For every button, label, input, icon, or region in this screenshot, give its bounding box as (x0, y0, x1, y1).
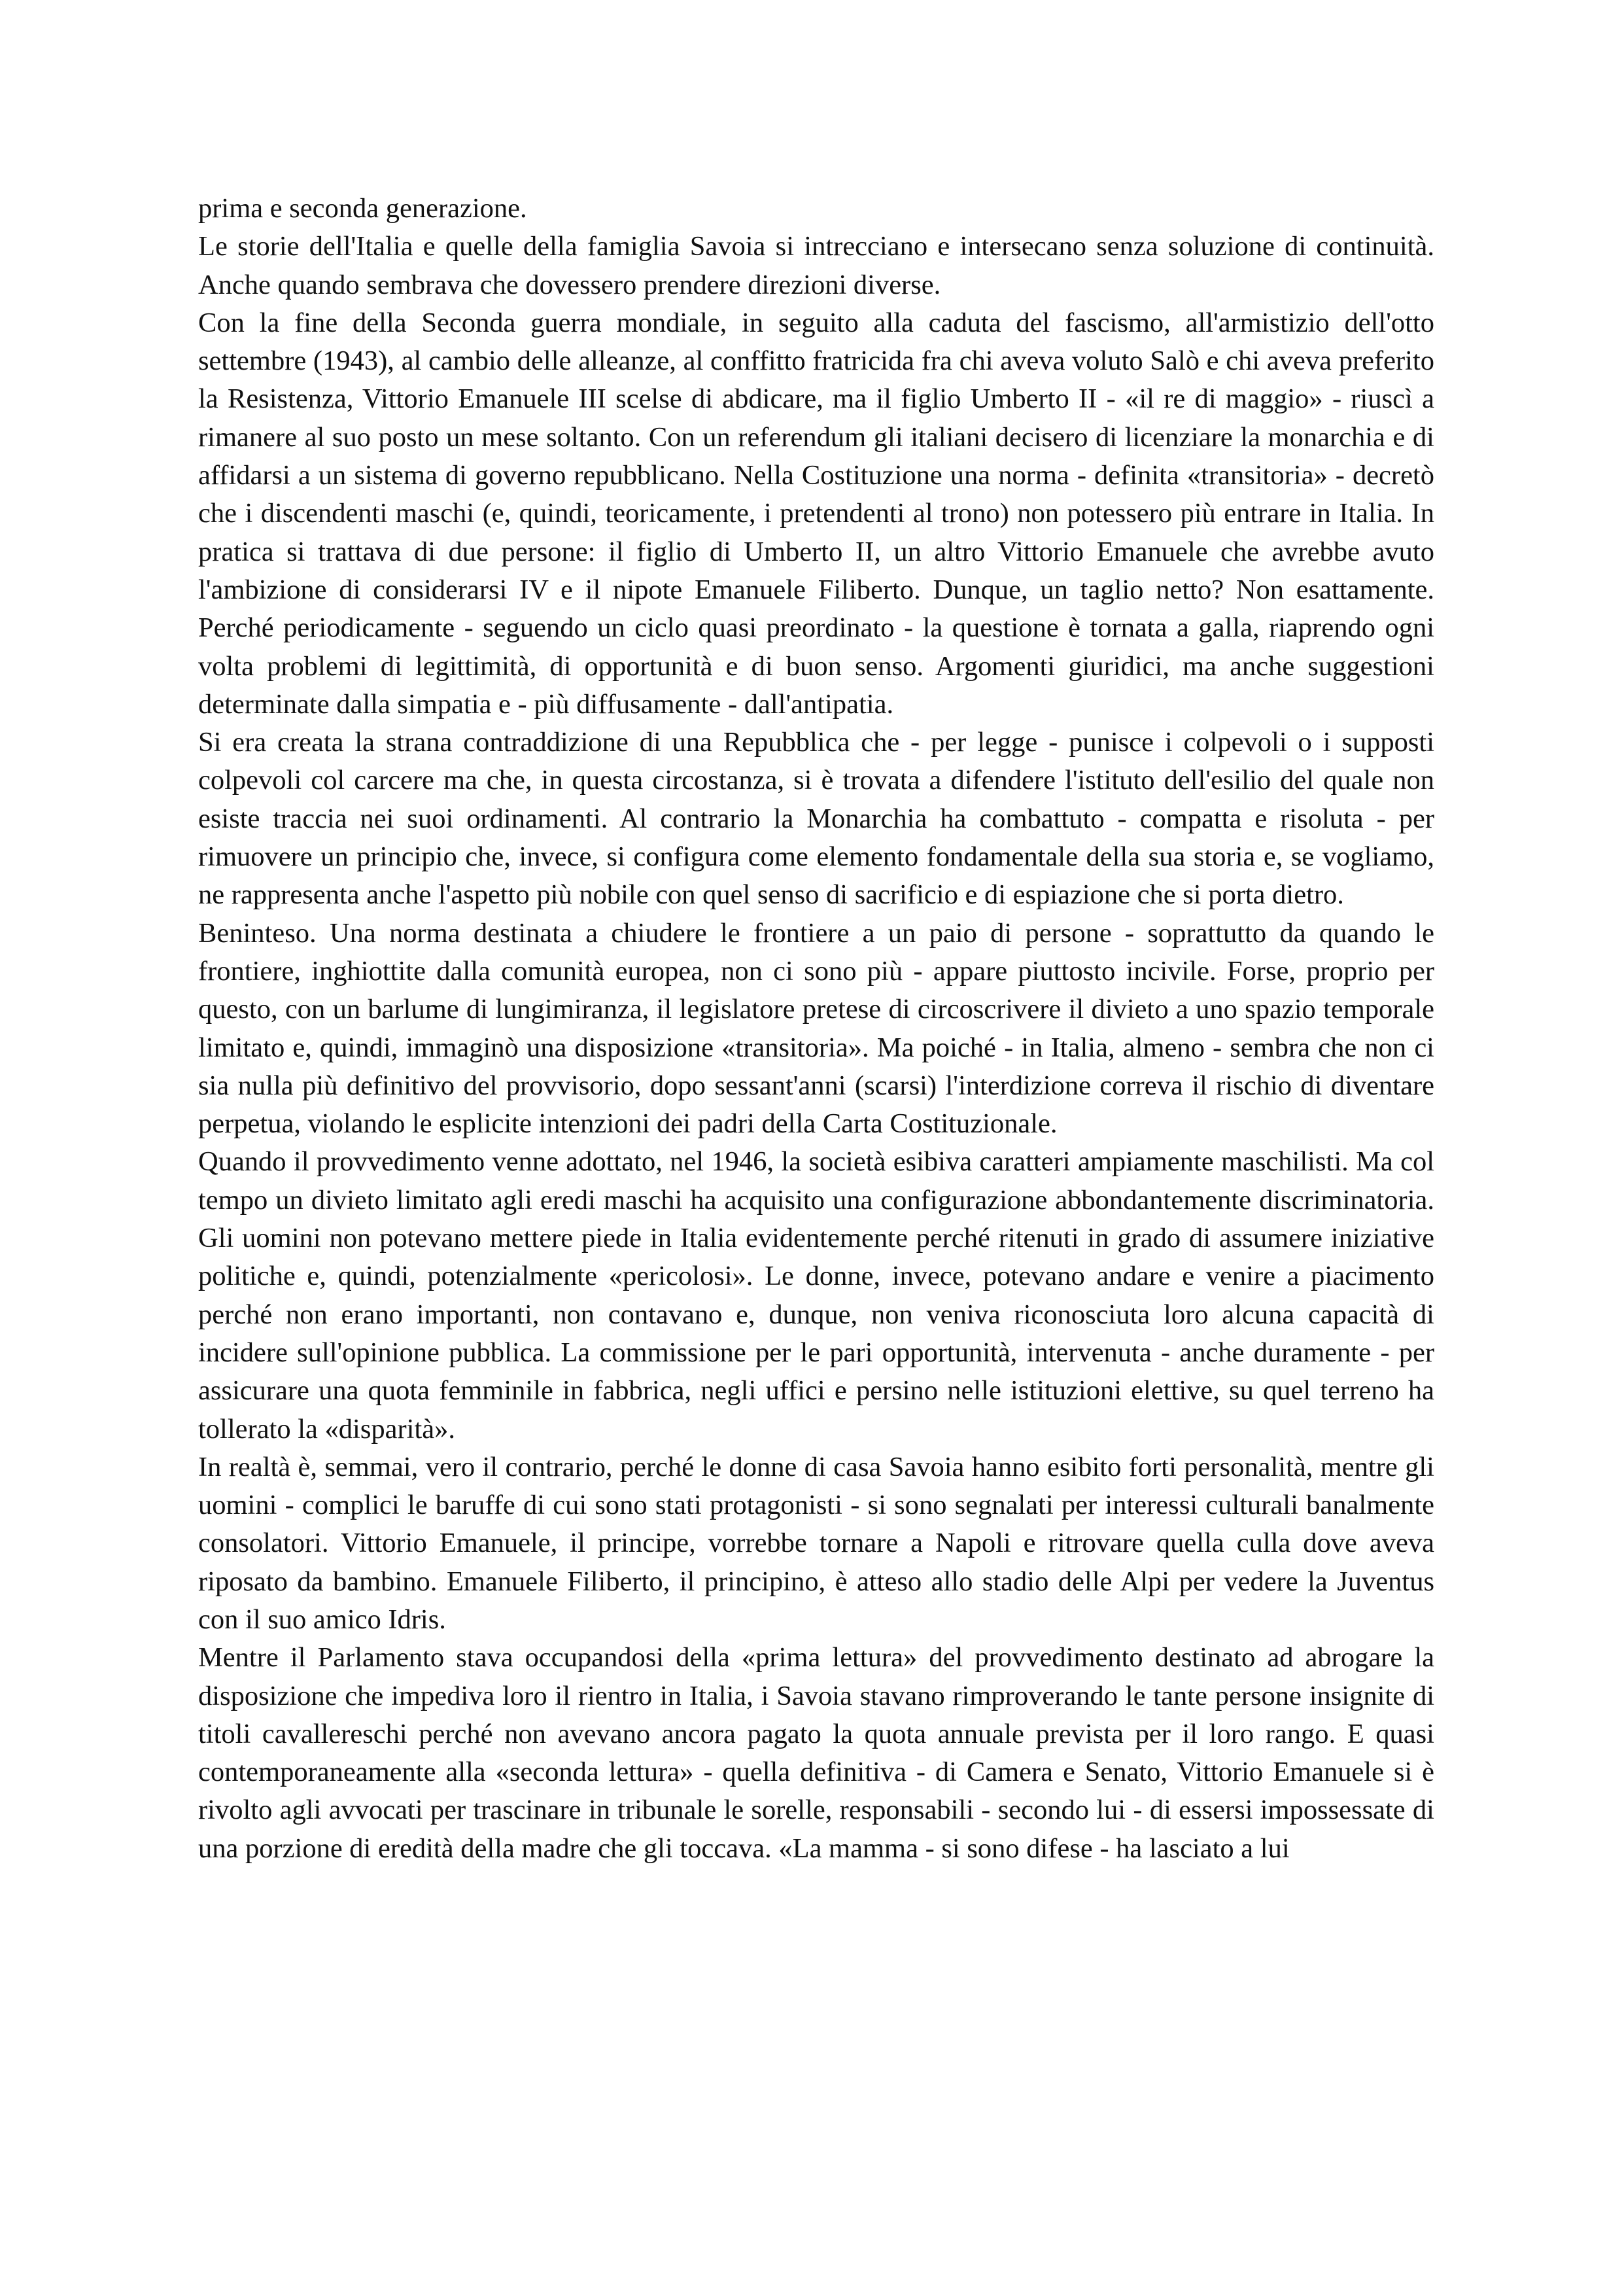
paragraph: Mentre il Parlamento stava occupandosi della «prima lettura» del provvedimento destinato ad abrogare la disposizione che impediva loro il rientro in Italia, i Savoia stavano rimproverando le tante persone insignite di titoli cavallereschi perché non avevano ancora pagato la quota annuale prevista per il loro rango. E quasi contemporaneamente alla «seconda lettura» - quella definitiva - di Camera e Senato, Vittorio Emanuele si è rivolto agli avvocati per trascinare in tribunale le sorelle, responsabili - secondo lui - di essersi impossessate di una porzione di eredità della madre che gli toccava. «La mamma - si sono difese - ha lasciato a lui (198, 1642, 1434, 1864)
paragraph: Si era creata la strana contraddizione di una Repubblica che - per legge - punisce i colpevoli o i supposti colpevoli col carcere ma che, in questa circostanza, si è trovata a difendere l'istituto dell'esilio del quale non esiste traccia nei suoi ordinamenti. Al contrario la Monarchia ha combattuto - compatta e risoluta - per rimuovere un principio che, invece, si configura come elemento fondamentale della sua storia e, se vogliamo, ne rappresenta anche l'aspetto più nobile con quel senso di sacrificio e di espiazione che si porta dietro. (198, 727, 1434, 911)
paragraph: Le storie dell'Italia e quelle della famiglia Savoia si intrecciano e intersecano senza soluzione di continuità. Anche quando sembrava che dovessero prendere direzioni diverse. (198, 231, 1434, 300)
document-page (198, 190, 1434, 1868)
paragraph: Beninteso. Una norma destinata a chiudere le frontiere a un paio di persone - soprattutto da quando le frontiere, inghiottite dalla comunità europea, non ci sono più - appare piuttosto incivile. Forse, proprio per questo, con un barlume di lungimiranza, il legislatore pretese di circoscrivere il divieto a uno spazio temporale limitato e, quindi, immaginò una disposizione «transitoria». Ma poiché - in Italia, almeno - sembra che non ci sia nulla più definitivo del provvisorio, dopo sessant'anni (scarsi) l'interdizione correva il rischio di diventare perpetua, violando le esplicite intenzioni dei padri della Carta Costituzionale. (198, 917, 1434, 1140)
paragraph: Quando il provvedimento venne adottato, nel 1946, la società esibiva caratteri ampiamente maschilisti. Ma col tempo un divieto limitato agli eredi maschi ha acquisito una configurazione abbondantemente discriminatoria. Gli uomini non potevano mettere piede in Italia evidentemente perché ritenuti in grado di assumere iniziative politiche e, quindi, potenzialmente «pericolosi». Le donne, invece, potevano andare e venire a piacimento perché non erano importanti, non contavano e, dunque, non veniva riconosciuta loro alcuna capacità di incidere sull'opinione pubblica. La commissione per le pari opportunità, intervenuta - anche duramente - per assicurare una quota femminile in fabbrica, negli uffici e persino nelle istituzioni elettive, su quel terreno ha tollerato la «disparità». (198, 1146, 1434, 1445)
paragraph: Con la fine della Seconda guerra mondiale, in seguito alla caduta del fascismo, all'armistizio dell'otto settembre (1943), al cambio delle alleanze, al conffitto fratricida fra chi aveva voluto Salò e chi aveva preferito la Resistenza, Vittorio Emanuele III scelse di abdicare, ma il figlio Umberto II - «il re di maggio» - riuscì a rimanere al suo posto un mese soltanto. Con un referendum gli italiani decisero di licenziare la monarchia e di affidarsi a un sistema di governo repubblicano. Nella Costituzione una norma - definita «transitoria» - decretò che i discendenti maschi (e, quindi, teoricamente, i pretendenti al trono) non potessero più entrare in Italia. In pratica si trattava di due persone: il figlio di Umberto II, un altro Vittorio Emanuele che avrebbe avuto l'ambizione di considerarsi IV e il nipote Emanuele Filiberto. Dunque, un taglio netto? Non esattamente. Perché periodicamente - seguendo un ciclo quasi preordinato - la questione è tornata a galla, riaprendo ogni volta problemi di legittimità, di opportunità e di buon senso. Argomenti giuridici, ma anche suggestioni determinate dalla simpatia e - più diffusamente - dall'antipatia. (198, 307, 1434, 720)
paragraph: prima e seconda generazione. (198, 193, 527, 224)
paragraph: In realtà è, semmai, vero il contrario, perché le donne di casa Savoia hanno esibito forti personalità, mentre gli uomini - complici le baruffe di cui sono stati protagonisti - si sono segnalati per interessi culturali banalmente consolatori. Vittorio Emanuele, il principe, vorrebbe tornare a Napoli e ritrovare quella culla dove aveva riposato da bambino. Emanuele Filiberto, il principino, è atteso allo stadio delle Alpi per vedere la Juventus con il suo amico Idris. (198, 1451, 1434, 1635)
